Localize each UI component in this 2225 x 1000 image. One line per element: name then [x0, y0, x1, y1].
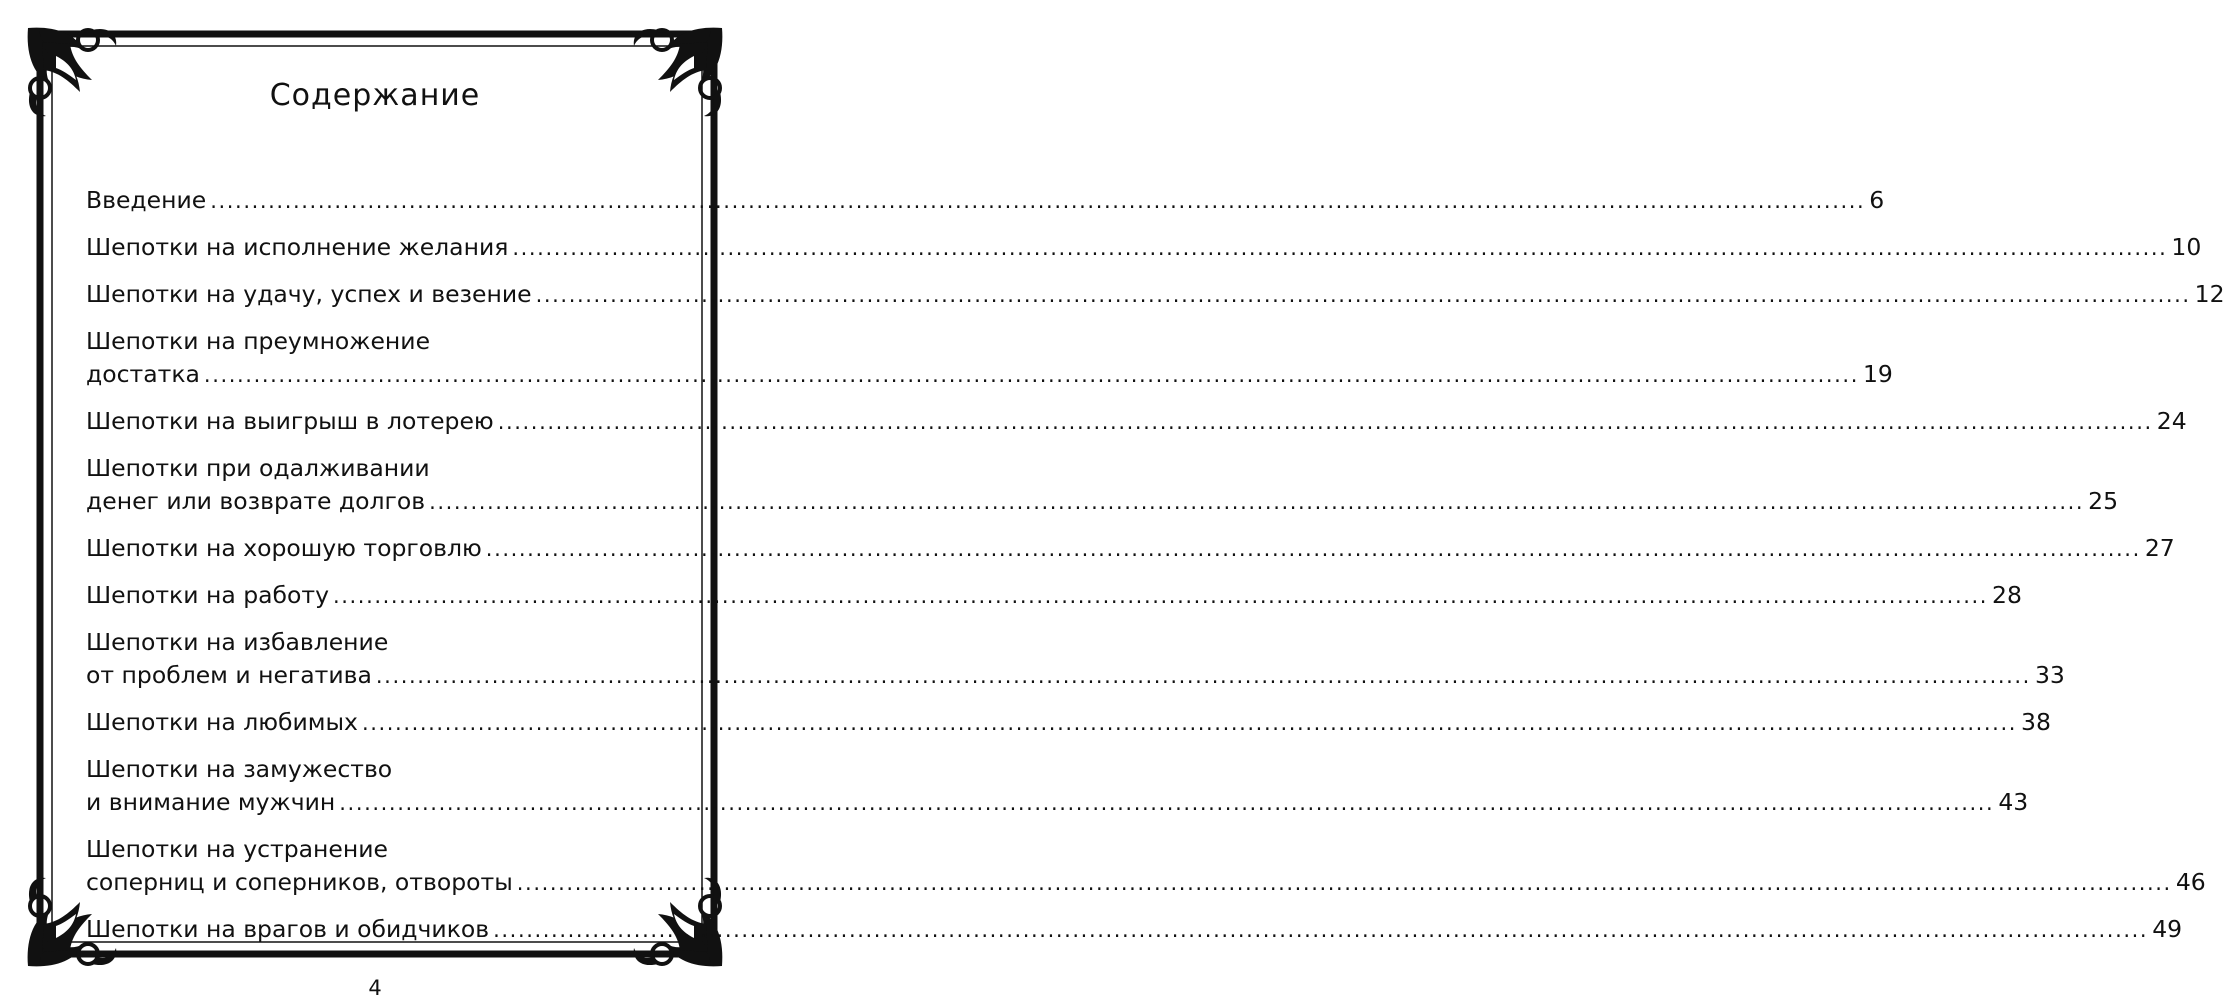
toc-entry-title: достатка [86, 360, 200, 388]
toc-page-number: 49 [2152, 915, 2183, 943]
toc-leader-dots: ........................................................................................................................................................................................................ [429, 490, 2085, 514]
toc-entry-title: денег или возврате долгов [86, 487, 426, 515]
toc-entry[interactable] [86, 833, 2206, 899]
toc-page-number: 38 [2021, 708, 2051, 736]
toc-entry-title-line: Шепотки на замужество [86, 755, 393, 783]
toc-entry-title: Шепотки на выигрыш в лотерею [86, 407, 494, 435]
toc-entry[interactable] [86, 184, 1885, 217]
toc-entry-title-line: Шепотки на избавление [86, 628, 389, 656]
toc-page-number: 27 [2144, 534, 2175, 562]
toc-entry-title: Шепотки на хорошую торговлю [86, 534, 482, 562]
toc-page-number: 24 [2156, 407, 2187, 435]
toc-entry-title-line: Шепотки на преумножение [86, 327, 431, 355]
toc-entry[interactable] [86, 913, 2183, 946]
toc-entry[interactable] [86, 579, 2022, 612]
toc-entry-title-line: Шепотки на устранение [86, 835, 388, 863]
toc-entry-title: соперниц и соперников, отвороты [86, 868, 513, 896]
toc-entry[interactable] [86, 325, 1893, 391]
table-of-contents [86, 184, 2225, 946]
toc-entry[interactable] [86, 278, 2225, 311]
toc-entry[interactable] [86, 532, 2175, 565]
toc-entry-title: Шепотки на удачу, успех и везение [86, 280, 532, 308]
toc-page-number: 33 [2034, 661, 2065, 689]
toc-leader-dots: ........................................................................................................................................................................................................ [497, 410, 2153, 434]
toc-leader-dots: ........................................................................................................................................................................................................ [203, 363, 1859, 387]
toc-leader-dots: ........................................................................................................................................................................................................ [375, 664, 2031, 688]
toc-entry-title-line: Шепотки при одалживании [86, 454, 430, 482]
toc-leader-dots: ........................................................................................................................................................................................................ [485, 537, 2141, 561]
toc-page-number: 6 [1869, 186, 1885, 214]
toc-leader-dots: ........................................................................................................................................................................................................ [512, 236, 2168, 260]
toc-leader-dots: ........................................................................................................................................................................................................ [339, 791, 1995, 815]
toc-page-number: 25 [2088, 487, 2119, 515]
toc-entry-title: Шепотки на врагов и обидчиков [86, 915, 490, 943]
toc-entry-title: Шепотки на любимых [86, 708, 358, 736]
toc-leader-dots: ........................................................................................................................................................................................................ [493, 918, 2149, 942]
page-number: 4 [368, 976, 382, 1000]
toc-page-number: 10 [2171, 233, 2202, 261]
toc-entry[interactable] [86, 753, 2029, 819]
toc-entry-title: и внимание мужчин [86, 788, 336, 816]
toc-leader-dots: ........................................................................................................................................................................................................ [535, 283, 2191, 307]
toc-entry[interactable] [86, 706, 2051, 739]
toc-leader-dots: ........................................................................................................................................................................................................ [332, 584, 1989, 608]
toc-page-number: 43 [1998, 788, 2029, 816]
toc-page-number: 28 [1992, 581, 2022, 609]
toc-entry-title: от проблем и негатива [86, 661, 372, 689]
page-title: Содержание [269, 78, 481, 113]
toc-entry-title: Введение [86, 186, 207, 214]
toc-entry[interactable] [86, 626, 2065, 692]
toc-page-number: 19 [1862, 360, 1893, 388]
toc-entry-title: Шепотки на работу [86, 581, 329, 609]
toc-page-number: 12 [2194, 280, 2225, 308]
toc-page-number: 46 [2175, 868, 2206, 896]
toc-entry-title: Шепотки на исполнение желания [86, 233, 509, 261]
toc-leader-dots: ........................................................................................................................................................................................................ [516, 871, 2172, 895]
toc-entry[interactable] [86, 231, 2202, 264]
toc-leader-dots: ........................................................................................................................................................................................................ [361, 711, 2018, 735]
toc-entry[interactable] [86, 405, 2187, 438]
toc-entry[interactable] [86, 452, 2119, 518]
toc-leader-dots: ........................................................................................................................................................................................................ [210, 189, 1866, 213]
